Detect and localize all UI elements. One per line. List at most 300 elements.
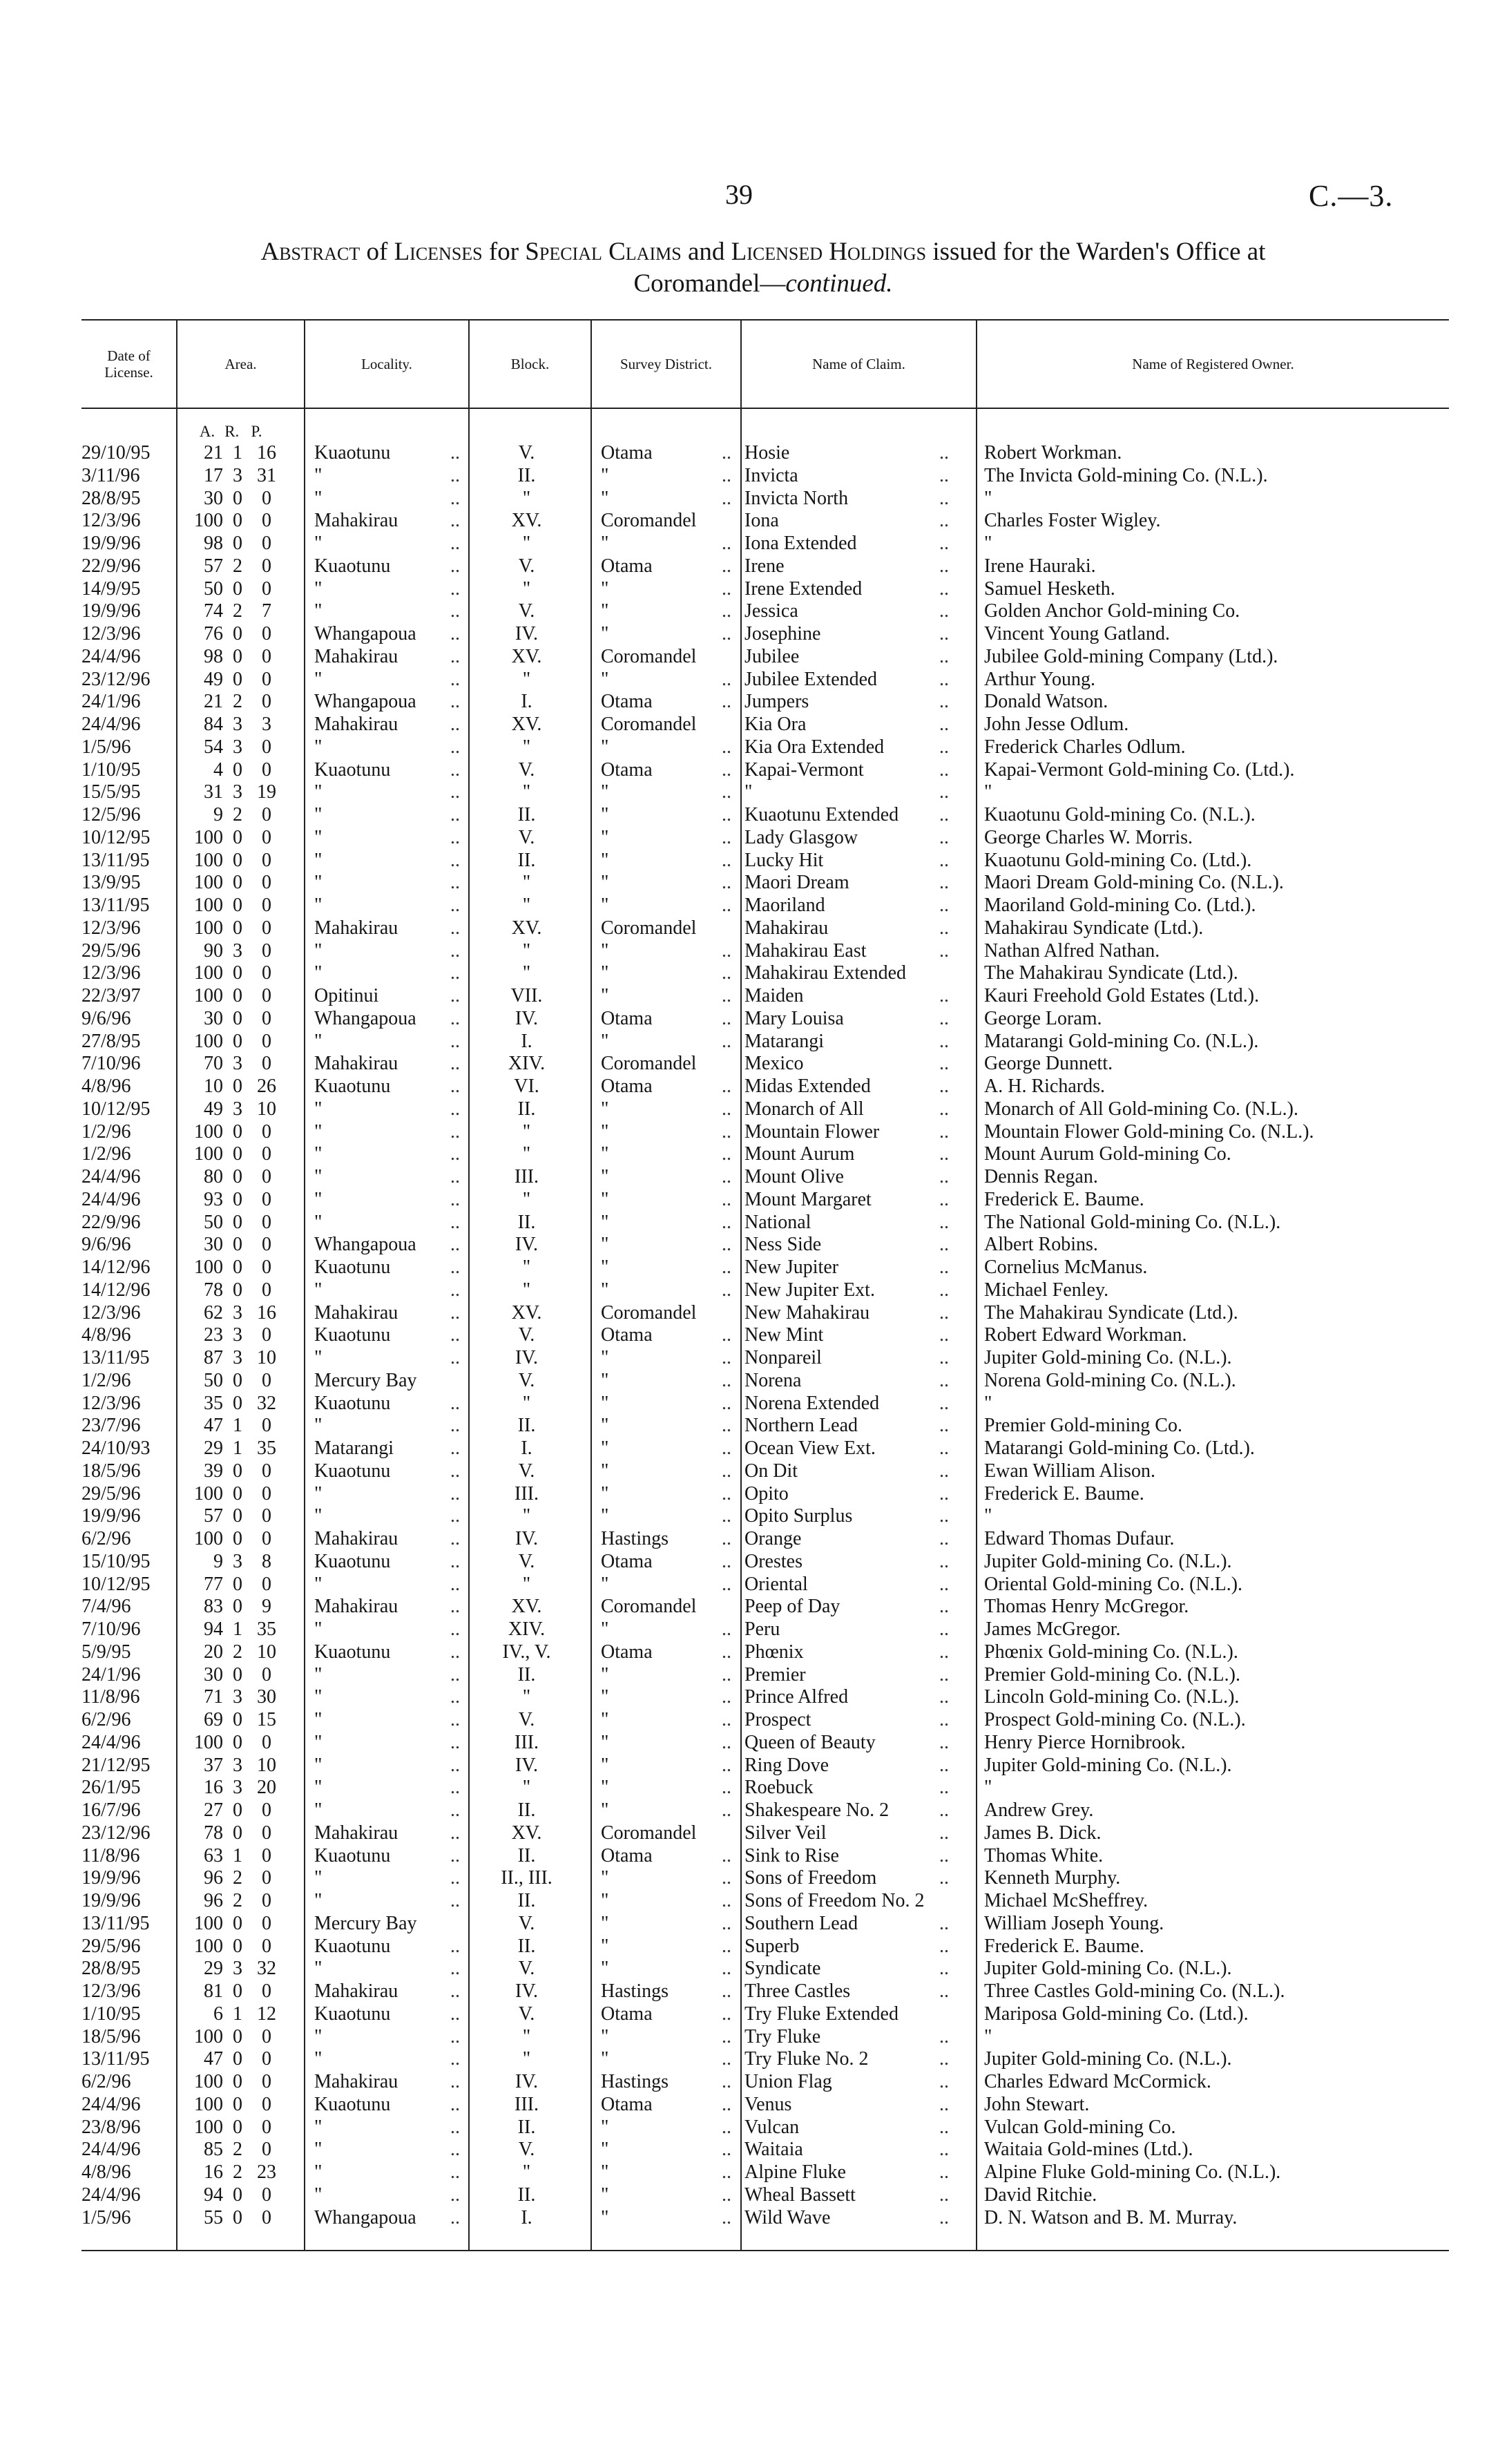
cell-owner: Frederick E. Baume. [984, 1188, 1144, 1210]
cell-roods: 0 [233, 1731, 242, 1753]
cell-perches: 0 [262, 555, 271, 577]
cell-survey-district: Hastings [601, 2071, 669, 2092]
dot-leader: .. [939, 1754, 949, 1776]
cell-owner: " [984, 487, 992, 509]
cell-locality: Kuaotunu [314, 1844, 391, 1866]
title-word: for [488, 238, 519, 266]
dot-leader: .. [450, 826, 460, 848]
cell-date: 19/9/96 [81, 1505, 141, 1527]
cell-locality: Whangapoua [314, 691, 416, 713]
dot-leader: .. [450, 1935, 460, 1957]
cell-roods: 3 [233, 1550, 242, 1572]
dot-leader: .. [939, 1143, 949, 1165]
cell-block: " [522, 939, 531, 962]
dot-leader: .. [450, 1686, 460, 1708]
dot-leader: .. [450, 1211, 460, 1233]
cell-survey-district: " [601, 804, 609, 825]
cell-perches: 0 [262, 1234, 271, 1256]
dot-leader: .. [450, 555, 460, 577]
cell-roods: 0 [233, 2071, 242, 2092]
cell-claim-name: Ness Side [744, 1234, 822, 1256]
cell-acres: 74 [204, 600, 223, 622]
cell-perches: 0 [262, 1822, 271, 1844]
header-date: Date of License. [104, 347, 153, 381]
cell-acres: 49 [204, 668, 223, 690]
dot-leader: .. [939, 1935, 949, 1957]
cell-owner: Golden Anchor Gold-mining Co. [984, 600, 1240, 622]
cell-claim-name: Iona [744, 510, 779, 532]
cell-locality: Whangapoua [314, 623, 416, 644]
dot-leader: .. [939, 2071, 949, 2092]
dot-leader: .. [722, 2161, 731, 2183]
dot-leader: .. [722, 1166, 731, 1187]
cell-date: 11/8/96 [81, 1686, 140, 1708]
cell-date: 29/5/96 [81, 1935, 141, 1957]
dot-leader: .. [450, 1867, 460, 1889]
cell-claim-name: Wheal Bassett [744, 2184, 856, 2206]
cell-perches: 20 [257, 1777, 276, 1799]
cell-date: 1/10/95 [81, 2003, 141, 2025]
dot-leader: .. [939, 1573, 949, 1595]
dot-leader: .. [450, 1799, 460, 1821]
cell-survey-district: " [601, 1573, 609, 1595]
dot-leader: .. [450, 464, 460, 486]
cell-survey-district: Otama [601, 2003, 653, 2025]
dot-leader: .. [450, 1641, 460, 1663]
cell-perches: 30 [257, 1686, 276, 1708]
title-place: Coromandel— [633, 269, 786, 298]
cell-roods: 0 [233, 1935, 242, 1957]
cell-locality: " [314, 1799, 323, 1821]
cell-survey-district: " [601, 464, 609, 486]
cell-owner: Maoriland Gold-mining Co. (Ltd.). [984, 895, 1256, 916]
cell-perches: 10 [257, 1347, 276, 1368]
cell-survey-district: Coromandel [601, 645, 697, 667]
cell-locality: " [314, 1958, 323, 1980]
cell-roods: 0 [233, 1596, 242, 1618]
cell-survey-district: " [601, 623, 609, 644]
cell-block: III. [515, 2093, 539, 2115]
dot-leader: .. [450, 1550, 460, 1572]
cell-date: 24/4/96 [81, 2139, 141, 2161]
dot-leader: .. [450, 577, 460, 600]
cell-claim-name: Jumpers [744, 691, 809, 713]
cell-survey-district: " [601, 736, 609, 758]
cell-perches: 32 [257, 1392, 276, 1414]
cell-block: " [522, 668, 531, 690]
dot-leader: .. [722, 1573, 731, 1595]
cell-owner: Charles Foster Wigley. [984, 510, 1161, 532]
dot-leader: .. [722, 1369, 731, 1391]
cell-block: V. [518, 1912, 535, 1934]
cell-locality: Kuaotunu [314, 555, 391, 577]
cell-locality: " [314, 600, 323, 622]
cell-owner: " [984, 1777, 992, 1799]
cell-owner: George Charles W. Morris. [984, 826, 1193, 848]
cell-survey-district: Otama [601, 442, 653, 464]
cell-acres: 100 [194, 2071, 223, 2092]
cell-survey-district: " [601, 1935, 609, 1957]
cell-block: V. [518, 1958, 535, 1980]
cell-date: 10/12/95 [81, 1573, 151, 1595]
cell-owner: Kapai-Vermont Gold-mining Co. (Ltd.). [984, 758, 1295, 781]
cell-block: V. [518, 442, 535, 464]
cell-locality: Mahakirau [314, 714, 398, 735]
cell-acres: 55 [204, 2206, 223, 2228]
dot-leader: .. [939, 487, 949, 509]
cell-date: 1/5/96 [81, 736, 131, 758]
cell-date: 29/10/95 [81, 442, 151, 464]
cell-locality: Kuaotunu [314, 2003, 391, 2025]
cell-locality: " [314, 1777, 323, 1799]
dot-leader: .. [450, 962, 460, 984]
cell-acres: 27 [204, 1799, 223, 1821]
cell-perches: 0 [262, 962, 271, 984]
cell-perches: 0 [262, 1211, 271, 1233]
cell-locality: Mahakirau [314, 1822, 398, 1844]
table-row [0, 1845, 1509, 1868]
cell-acres: 93 [204, 1188, 223, 1210]
cell-block: XV. [511, 1822, 542, 1844]
cell-owner: Michael Fenley. [984, 1279, 1109, 1301]
cell-perches: 19 [257, 781, 276, 803]
table-row [0, 691, 1509, 714]
cell-roods: 3 [233, 1098, 242, 1120]
cell-acres: 94 [204, 1618, 223, 1640]
cell-claim-name: Maoriland [744, 895, 825, 916]
cell-perches: 35 [257, 1438, 276, 1459]
dot-leader: .. [450, 1709, 460, 1730]
cell-acres: 62 [204, 1301, 223, 1324]
cell-claim-name: Ring Dove [744, 1754, 829, 1776]
dot-leader: .. [722, 2003, 731, 2025]
table-row [0, 2071, 1509, 2094]
cell-claim-name: Mary Louisa [744, 1007, 844, 1029]
dot-leader: .. [450, 1120, 460, 1143]
cell-survey-district: Coromandel [601, 714, 697, 735]
cell-block: III. [515, 1166, 539, 1187]
cell-block: IV. [515, 1980, 538, 2002]
dot-leader: .. [722, 691, 731, 713]
cell-acres: 30 [204, 1663, 223, 1685]
cell-survey-district: " [601, 1686, 609, 1708]
cell-block: III. [515, 1731, 539, 1753]
cell-locality: Mercury Bay [314, 1369, 417, 1391]
cell-acres: 70 [204, 1053, 223, 1075]
dot-leader: .. [450, 2161, 460, 2183]
cell-claim-name: Opito [744, 1482, 789, 1505]
cell-claim-name: Opito Surplus [744, 1505, 853, 1527]
cell-perches: 9 [262, 1596, 271, 1618]
cell-locality: " [314, 1618, 323, 1640]
dot-leader: .. [450, 510, 460, 532]
dot-leader: .. [722, 781, 731, 803]
cell-owner: Three Castles Gold-mining Co. (N.L.). [984, 1980, 1285, 2002]
cell-roods: 0 [233, 895, 242, 916]
cell-locality: " [314, 1279, 323, 1301]
cell-date: 22/9/96 [81, 1211, 141, 1233]
cell-roods: 0 [233, 1143, 242, 1165]
cell-date: 12/3/96 [81, 510, 141, 532]
cell-roods: 3 [233, 1053, 242, 1075]
cell-claim-name: Ocean View Ext. [744, 1438, 876, 1459]
table-row [0, 1936, 1509, 1958]
table-row [0, 1709, 1509, 1732]
cell-claim-name: Kuaotunu Extended [744, 804, 899, 825]
cell-roods: 2 [233, 804, 242, 825]
dot-leader: .. [939, 1844, 949, 1866]
cell-perches: 0 [262, 1482, 271, 1505]
cell-owner: Mariposa Gold-mining Co. (Ltd.). [984, 2003, 1249, 2025]
cell-locality: " [314, 1166, 323, 1187]
dot-leader: .. [722, 2116, 731, 2138]
cell-owner: The National Gold-mining Co. (N.L.). [984, 1211, 1281, 1233]
cell-perches: 12 [257, 2003, 276, 2025]
cell-perches: 0 [262, 895, 271, 916]
dot-leader: .. [939, 1641, 949, 1663]
cell-roods: 2 [233, 555, 242, 577]
dot-leader: .. [450, 2116, 460, 2138]
dot-leader: .. [722, 1777, 731, 1799]
table-row [0, 2026, 1509, 2049]
cell-block: V. [518, 1550, 535, 1572]
cell-owner: Alpine Fluke Gold-mining Co. (N.L.). [984, 2161, 1281, 2183]
cell-survey-district: " [601, 1867, 609, 1889]
cell-acres: 96 [204, 1890, 223, 1911]
dot-leader: .. [450, 1301, 460, 1324]
dot-leader: .. [450, 804, 460, 825]
cell-locality: " [314, 1890, 323, 1911]
cell-date: 12/3/96 [81, 962, 141, 984]
cell-survey-district: " [601, 1663, 609, 1685]
table-row [0, 1755, 1509, 1777]
dot-leader: .. [450, 872, 460, 894]
table-row [0, 1551, 1509, 1574]
cell-perches: 0 [262, 1324, 271, 1346]
dot-leader: .. [939, 600, 949, 622]
cell-survey-district: " [601, 872, 609, 894]
cell-claim-name: Monarch of All [744, 1098, 864, 1120]
cell-survey-district: Coromandel [601, 917, 697, 939]
dot-leader: .. [722, 962, 731, 984]
cell-locality: Matarangi [314, 1438, 394, 1459]
cell-acres: 57 [204, 1505, 223, 1527]
cell-owner: Mahakirau Syndicate (Ltd.). [984, 917, 1204, 939]
dot-leader: .. [450, 442, 460, 464]
cell-claim-name: Mexico [744, 1053, 804, 1075]
cell-claim-name: Mahakirau [744, 917, 829, 939]
cell-survey-district: " [601, 1120, 609, 1143]
cell-owner: Kuaotunu Gold-mining Co. (Ltd.). [984, 849, 1252, 871]
cell-owner: A. H. Richards. [984, 1076, 1105, 1097]
cell-roods: 0 [233, 1007, 242, 1029]
dot-leader: .. [450, 2139, 460, 2161]
cell-survey-district: Otama [601, 555, 653, 577]
dot-leader: .. [939, 1731, 949, 1753]
cell-roods: 2 [233, 600, 242, 622]
cell-survey-district: " [601, 487, 609, 509]
dot-leader: .. [939, 1799, 949, 1821]
cell-acres: 98 [204, 645, 223, 667]
cell-date: 24/4/96 [81, 1166, 141, 1187]
cell-date: 1/10/95 [81, 758, 141, 781]
dot-leader: .. [939, 442, 949, 464]
dot-leader: .. [722, 1709, 731, 1730]
cell-claim-name: On Dit [744, 1460, 798, 1482]
cell-perches: 0 [262, 1980, 271, 2002]
cell-claim-name: New Jupiter [744, 1257, 839, 1278]
cell-perches: 0 [262, 487, 271, 509]
dot-leader: .. [722, 1550, 731, 1572]
dot-leader: .. [939, 533, 949, 554]
dot-leader: .. [722, 1980, 731, 2002]
cell-roods: 0 [233, 1980, 242, 2002]
dot-leader: .. [450, 1415, 460, 1437]
cell-date: 22/3/97 [81, 985, 141, 1006]
dot-leader: .. [939, 1596, 949, 1618]
cell-locality: " [314, 781, 323, 803]
dot-leader: .. [939, 1505, 949, 1527]
cell-perches: 0 [262, 1460, 271, 1482]
cell-owner: Thomas White. [984, 1844, 1104, 1866]
cell-acres: 29 [204, 1438, 223, 1459]
dot-leader: .. [450, 600, 460, 622]
cell-claim-name: Orange [744, 1528, 802, 1549]
cell-roods: 1 [233, 1438, 242, 1459]
cell-block: " [522, 872, 531, 894]
cell-acres: 81 [204, 1980, 223, 2002]
cell-survey-district: " [601, 1460, 609, 1482]
cell-roods: 0 [233, 533, 242, 554]
cell-roods: 0 [233, 2116, 242, 2138]
cell-owner: " [984, 781, 992, 803]
dot-leader: .. [939, 1301, 949, 1324]
cell-perches: 0 [262, 1799, 271, 1821]
cell-locality: " [314, 1663, 323, 1685]
dot-leader: .. [722, 985, 731, 1006]
cell-owner: Frederick E. Baume. [984, 1935, 1144, 1957]
cell-owner: James B. Dick. [984, 1822, 1102, 1844]
cell-claim-name: Try Fluke [744, 2025, 821, 2047]
dot-leader: .. [450, 2025, 460, 2047]
cell-owner: Thomas Henry McGregor. [984, 1596, 1189, 1618]
cell-perches: 23 [257, 2161, 276, 2183]
cell-survey-district: Otama [601, 1641, 653, 1663]
cell-roods: 0 [233, 849, 242, 871]
cell-acres: 78 [204, 1822, 223, 1844]
dot-leader: .. [722, 464, 731, 486]
table-row [0, 1053, 1509, 1076]
cell-block: V. [518, 758, 535, 781]
cell-locality: " [314, 1211, 323, 1233]
dot-leader: .. [722, 1890, 731, 1911]
table-row [0, 1324, 1509, 1347]
cell-roods: 0 [233, 826, 242, 848]
table-row [0, 1415, 1509, 1438]
dot-leader: .. [722, 1618, 731, 1640]
cell-block: IV. [515, 1007, 538, 1029]
dot-leader: .. [939, 1663, 949, 1685]
table-row [0, 2184, 1509, 2207]
cell-perches: 0 [262, 1890, 271, 1911]
cell-acres: 50 [204, 577, 223, 600]
table-row [0, 2161, 1509, 2184]
dot-leader: .. [722, 1076, 731, 1097]
table-row [0, 578, 1509, 601]
cell-locality: " [314, 487, 323, 509]
cell-claim-name: Mount Olive [744, 1166, 844, 1187]
cell-perches: 0 [262, 1257, 271, 1278]
cell-locality: Kuaotunu [314, 1935, 391, 1957]
dot-leader: .. [450, 1324, 460, 1346]
table-row [0, 2094, 1509, 2117]
cell-survey-district: " [601, 1392, 609, 1414]
dot-leader: .. [722, 1799, 731, 1821]
cell-survey-district: " [601, 2025, 609, 2047]
cell-claim-name: Three Castles [744, 1980, 851, 2002]
cell-claim-name: Jubilee [744, 645, 800, 667]
dot-leader: .. [939, 2093, 949, 2115]
cell-owner: Vulcan Gold-mining Co. [984, 2116, 1176, 2138]
cell-survey-district: " [601, 985, 609, 1006]
cell-acres: 30 [204, 1234, 223, 1256]
cell-acres: 16 [204, 1777, 223, 1799]
cell-acres: 17 [204, 464, 223, 486]
cell-acres: 57 [204, 555, 223, 577]
table-row [0, 1302, 1509, 1325]
cell-locality: " [314, 464, 323, 486]
cell-block: II. [517, 1098, 536, 1120]
cell-acres: 63 [204, 1844, 223, 1866]
cell-claim-name: Midas Extended [744, 1076, 871, 1097]
cell-roods: 0 [233, 1257, 242, 1278]
cell-owner: Nathan Alfred Nathan. [984, 939, 1160, 962]
cell-perches: 0 [262, 1030, 271, 1052]
dot-leader: .. [939, 1867, 949, 1889]
cell-locality: " [314, 2048, 323, 2070]
cell-locality: Kuaotunu [314, 758, 391, 781]
cell-acres: 9 [213, 804, 223, 825]
cell-block: " [522, 1505, 531, 1527]
cell-owner: Prospect Gold-mining Co. (N.L.). [984, 1709, 1246, 1730]
cell-date: 12/3/96 [81, 623, 141, 644]
dot-leader: .. [450, 1754, 460, 1776]
dot-leader: .. [939, 577, 949, 600]
dot-leader: .. [450, 1505, 460, 1527]
cell-block: " [522, 2048, 531, 2070]
title-word: issued for the Warden's Office at [932, 238, 1266, 266]
cell-perches: 0 [262, 1528, 271, 1549]
cell-block: II. [517, 1799, 536, 1821]
cell-roods: 3 [233, 1686, 242, 1708]
dot-leader: .. [450, 985, 460, 1006]
cell-date: 24/1/96 [81, 1663, 141, 1685]
cell-block: II. [517, 2184, 536, 2206]
cell-acres: 100 [194, 2025, 223, 2047]
unit-roods: R. [224, 423, 240, 440]
cell-perches: 0 [262, 2184, 271, 2206]
dot-leader: .. [722, 600, 731, 622]
dot-leader: .. [722, 1415, 731, 1437]
cell-claim-name: Prospect [744, 1709, 811, 1730]
cell-date: 1/2/96 [81, 1369, 131, 1391]
cell-perches: 0 [262, 1731, 271, 1753]
cell-survey-district: Coromandel [601, 510, 697, 532]
title-continued: continued. [785, 269, 893, 298]
dot-leader: .. [722, 2093, 731, 2115]
dot-leader: .. [722, 939, 731, 962]
cell-locality: Opitinui [314, 985, 379, 1006]
